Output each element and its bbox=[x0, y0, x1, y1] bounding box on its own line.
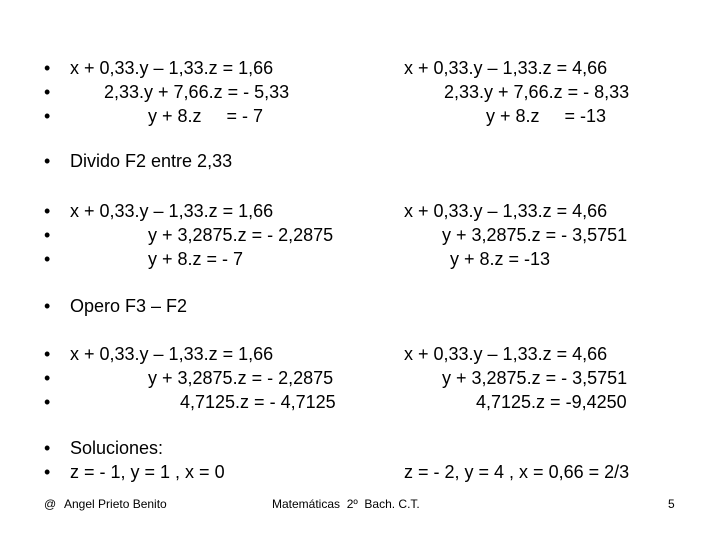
equation-s1-left-3: y + 8.z = - 7 bbox=[148, 106, 264, 126]
equation-s1-left-1: x + 0,33.y – 1,33.z = 1,66 bbox=[70, 58, 274, 78]
equation-s1-right-3: y + 8.z = -13 bbox=[486, 106, 607, 126]
equation-s3-right-1: x + 0,33.y – 1,33.z = 4,66 bbox=[404, 344, 608, 364]
footer-author: Angel Prieto Benito bbox=[64, 497, 167, 511]
equation-s2-left-1: x + 0,33.y – 1,33.z = 1,66 bbox=[70, 201, 274, 221]
bullet: • bbox=[44, 58, 51, 78]
equation-s2-right-2: y + 3,2875.z = - 3,5751 bbox=[442, 225, 628, 245]
bullet: • bbox=[44, 106, 51, 126]
equation-s2-right-1: x + 0,33.y – 1,33.z = 4,66 bbox=[404, 201, 608, 221]
footer-author-prefix: @ bbox=[44, 497, 57, 511]
equation-s1-left-2: 2,33.y + 7,66.z = - 5,33 bbox=[104, 82, 290, 102]
solutions-label: Soluciones: bbox=[70, 438, 164, 458]
equation-s3-right-2: y + 3,2875.z = - 3,5751 bbox=[442, 368, 628, 388]
bullet: • bbox=[44, 392, 51, 412]
bullet: • bbox=[44, 201, 51, 221]
bullet: • bbox=[44, 151, 51, 171]
bullet: • bbox=[44, 438, 51, 458]
footer-course: Matemáticas 2º Bach. C.T. bbox=[272, 497, 420, 511]
equation-s3-left-3: 4,7125.z = - 4,7125 bbox=[180, 392, 336, 412]
equation-s2-right-3: y + 8.z = -13 bbox=[450, 249, 551, 269]
bullet: • bbox=[44, 462, 51, 482]
step-divide-f2: Divido F2 entre 2,33 bbox=[70, 151, 233, 171]
equation-s3-left-2: y + 3,2875.z = - 2,2875 bbox=[148, 368, 334, 388]
bullet: • bbox=[44, 296, 51, 316]
solution-right: z = - 2, y = 4 , x = 0,66 = 2/3 bbox=[404, 462, 630, 482]
equation-s1-right-2: 2,33.y + 7,66.z = - 8,33 bbox=[444, 82, 630, 102]
equation-s1-right-1: x + 0,33.y – 1,33.z = 4,66 bbox=[404, 58, 608, 78]
bullet: • bbox=[44, 344, 51, 364]
bullet: • bbox=[44, 225, 51, 245]
equation-s2-left-2: y + 3,2875.z = - 2,2875 bbox=[148, 225, 334, 245]
equation-s2-left-3: y + 8.z = - 7 bbox=[148, 249, 244, 269]
equation-s3-left-1: x + 0,33.y – 1,33.z = 1,66 bbox=[70, 344, 274, 364]
solution-left: z = - 1, y = 1 , x = 0 bbox=[70, 462, 225, 482]
bullet: • bbox=[44, 368, 51, 388]
bullet: • bbox=[44, 249, 51, 269]
equation-s3-right-3: 4,7125.z = -9,4250 bbox=[476, 392, 627, 412]
bullet: • bbox=[44, 82, 51, 102]
step-f3-minus-f2: Opero F3 – F2 bbox=[70, 296, 188, 316]
footer-page-number: 5 bbox=[668, 497, 675, 511]
